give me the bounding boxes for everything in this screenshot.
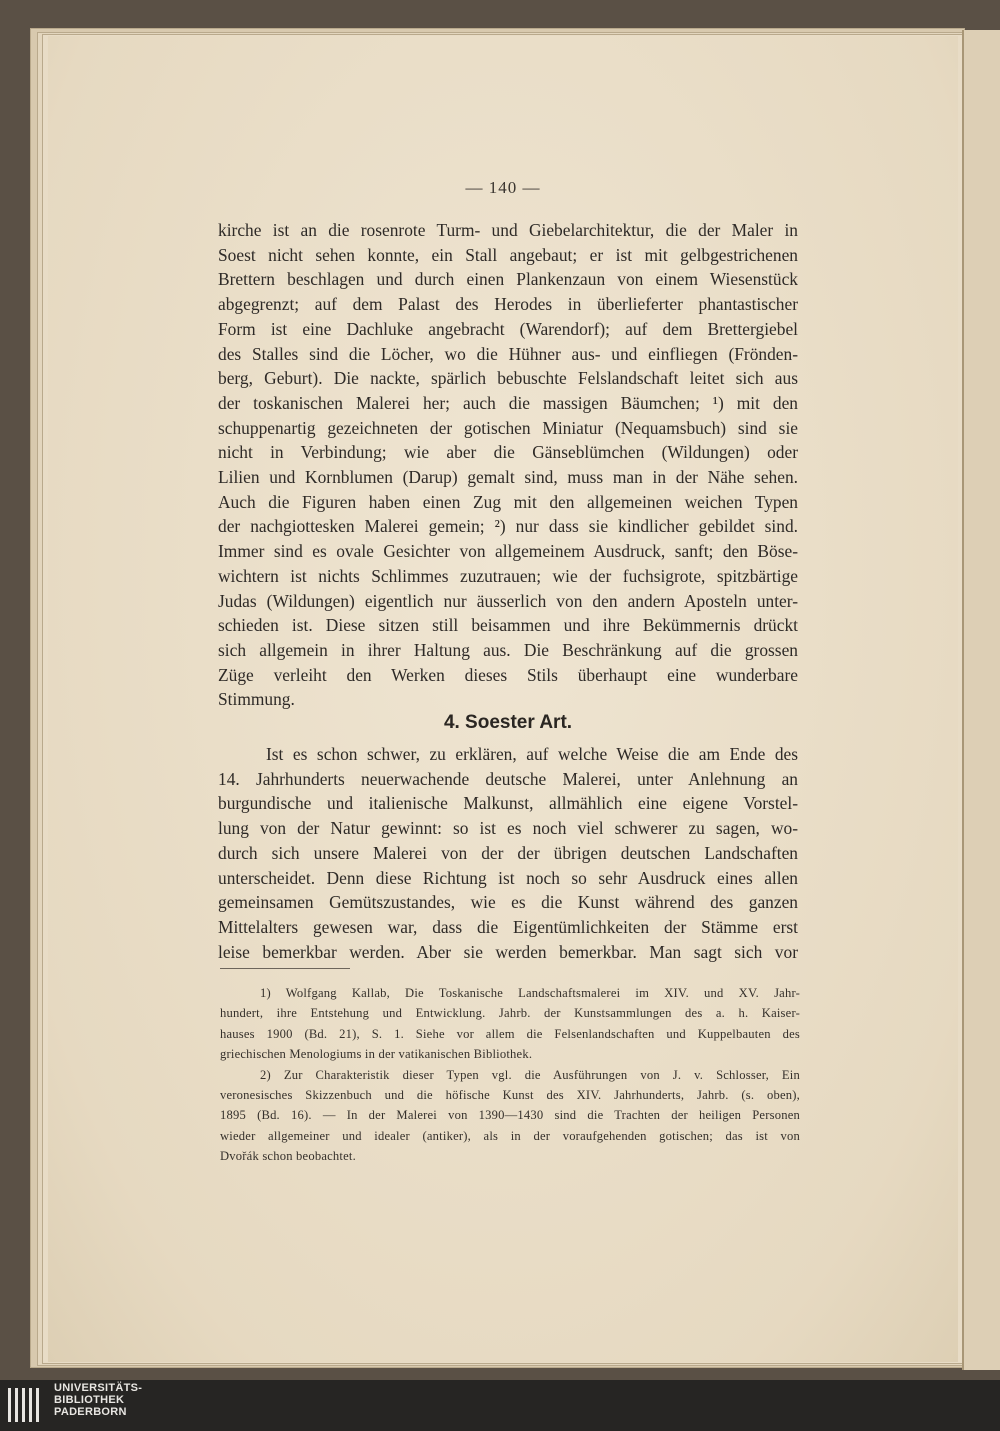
footer-bar: [0, 1380, 1000, 1431]
logo-line: UNIVERSITÄTS-: [54, 1382, 143, 1394]
text-line: Soest nicht sehen konnte, ein Stall angebaut; er ist mit gelbgestrichenen: [218, 244, 798, 265]
library-logo-text: [54, 1382, 142, 1418]
footnote-line: 2) Zur Charakteristik dieser Typen vgl. die Ausführungen von J. v. Schlosser, Ein: [260, 1067, 800, 1082]
section-heading: 4. Soester Art.: [443, 712, 573, 733]
paragraph-1: [218, 218, 798, 712]
text-line: Ist es schon schwer, zu erklären, auf welche Weise die am Ende des: [266, 744, 798, 764]
book-page: [48, 36, 958, 1362]
text-line: nicht in Verbindung; wie aber die Gänseblümchen (Wildungen) oder: [218, 442, 798, 463]
text-line: Immer sind es ovale Gesichter von allgemeinem Ausdruck, sanft; den Böse-: [218, 541, 798, 562]
footnote-line: 1) Wolfgang Kallab, Die Toskanische Landschaftsmalerei im XIV. und XV. Jahr-: [260, 986, 800, 1000]
text-line: des Stalles sind die Löcher, wo die Hühner aus- und einfliegen (Frönden-: [218, 343, 798, 364]
logo-line: BIBLIOTHEK: [54, 1394, 125, 1406]
text-line: Züge verleiht den Werken dieses Stils überhaupt eine wunderbare: [218, 664, 798, 685]
text-line: Stimmung.: [218, 689, 295, 710]
text-line: schieden ist. Diese sitzen still beisammen und ihre Bekümmernis drückt: [218, 615, 798, 636]
footnote-line: wieder allgemeiner und idealer (antiker), als in der voraufgehenden gotischen; das ist von: [220, 1128, 800, 1143]
text-line: sich allgemein in ihrer Haltung aus. Die Beschränkung auf die grossen: [218, 639, 798, 660]
footnote-line: hundert, ihre Entstehung und Entwicklung. Jahrb. der Kunstsammlungen des a. h. Kaiser-: [220, 1006, 800, 1021]
footnotes: [220, 983, 800, 1167]
library-logo-icon: [6, 1384, 46, 1428]
text-line: Form ist eine Dachluke angebracht (Warendorf); auf dem Brettergiebel: [218, 318, 798, 339]
text-line: wichtern ist nichts Schlimmes zuzutrauen; wie der fuchsigrote, spitzbärtige: [218, 565, 798, 586]
text-line: Lilien und Kornblumen (Darup) gemalt sind, muss man in der Nähe sehen.: [218, 467, 798, 488]
text-line: Auch die Figuren haben einen Zug mit den allgemeinen weichen Typen: [218, 491, 798, 512]
page-number: — 140 —: [465, 178, 541, 197]
text-line: Mittelalters gewesen war, dass die Eigentümlichkeiten der Stämme erst: [218, 916, 798, 937]
text-line: gemeinsamen Gemütszustandes, wie es die Kunst während des ganzen: [218, 892, 798, 913]
footnote-line: veronesisches Skizzenbuch und die höfische Kunst des XIV. Jahrhunderts, Jahrb. (s. oben),: [220, 1088, 800, 1103]
text-line: schuppenartig gezeichneten der gotischen Miniatur (Nequamsbuch) sind sie: [218, 417, 798, 438]
text-line: der nachgiottesken Malerei gemein; ²) nur dass sie kindlicher gebildet sind.: [218, 516, 798, 537]
paragraph-2: [218, 742, 798, 964]
footnote-divider: [220, 968, 350, 969]
text-line: leise bemerkbar werden. Aber sie werden bemerkbar. Man sagt sich vor: [218, 941, 798, 962]
text-line: Brettern beschlagen und durch einen Plankenzaun von einem Wiesenstück: [218, 269, 798, 290]
text-line: lung von der Natur gewinnt: so ist es noch viel schwerer zu sagen, wo-: [218, 818, 798, 839]
footnote-line: 1895 (Bd. 16). — In der Malerei von 1390—1430 sind die Trachten der heiligen Personen: [220, 1108, 800, 1123]
text-line: abgegrenzt; auf dem Palast des Herodes in überlieferter phantastischer: [218, 294, 798, 315]
facing-page-edge: [962, 30, 1000, 1370]
text-line: Judas (Wildungen) eigentlich nur äusserlich von den andern Aposteln unter-: [218, 590, 798, 611]
text-line: unterscheidet. Denn diese Richtung ist noch so sehr Ausdruck eines allen: [218, 867, 798, 888]
footnote-line: hauses 1900 (Bd. 21), S. 1. Siehe vor allem die Felsenlandschaften und Kuppelbauten des: [220, 1026, 800, 1041]
text-line: berg, Geburt). Die nackte, spärlich bebuschte Felslandschaft leitet sich aus: [218, 368, 798, 389]
text-line: der toskanischen Malerei her; auch die massigen Bäumchen; ¹) mit den: [218, 392, 798, 413]
text-line: burgundische und italienische Malkunst, allmählich eine eigene Vorstel-: [218, 793, 798, 814]
footnote-line: griechischen Menologiums in der vatikanischen Bibliothek.: [220, 1047, 533, 1062]
text-line: 14. Jahrhunderts neuerwachende deutsche Malerei, unter Anlehnung an: [218, 768, 798, 789]
footnote-line: Dvořák schon beobachtet.: [220, 1149, 356, 1164]
text-line: durch sich unsere Malerei von der der übrigen deutschen Landschaften: [218, 842, 798, 863]
text-line: kirche ist an die rosenrote Turm- und Giebelarchitektur, die der Maler in: [218, 220, 798, 240]
logo-line: PADERBORN: [54, 1406, 127, 1418]
